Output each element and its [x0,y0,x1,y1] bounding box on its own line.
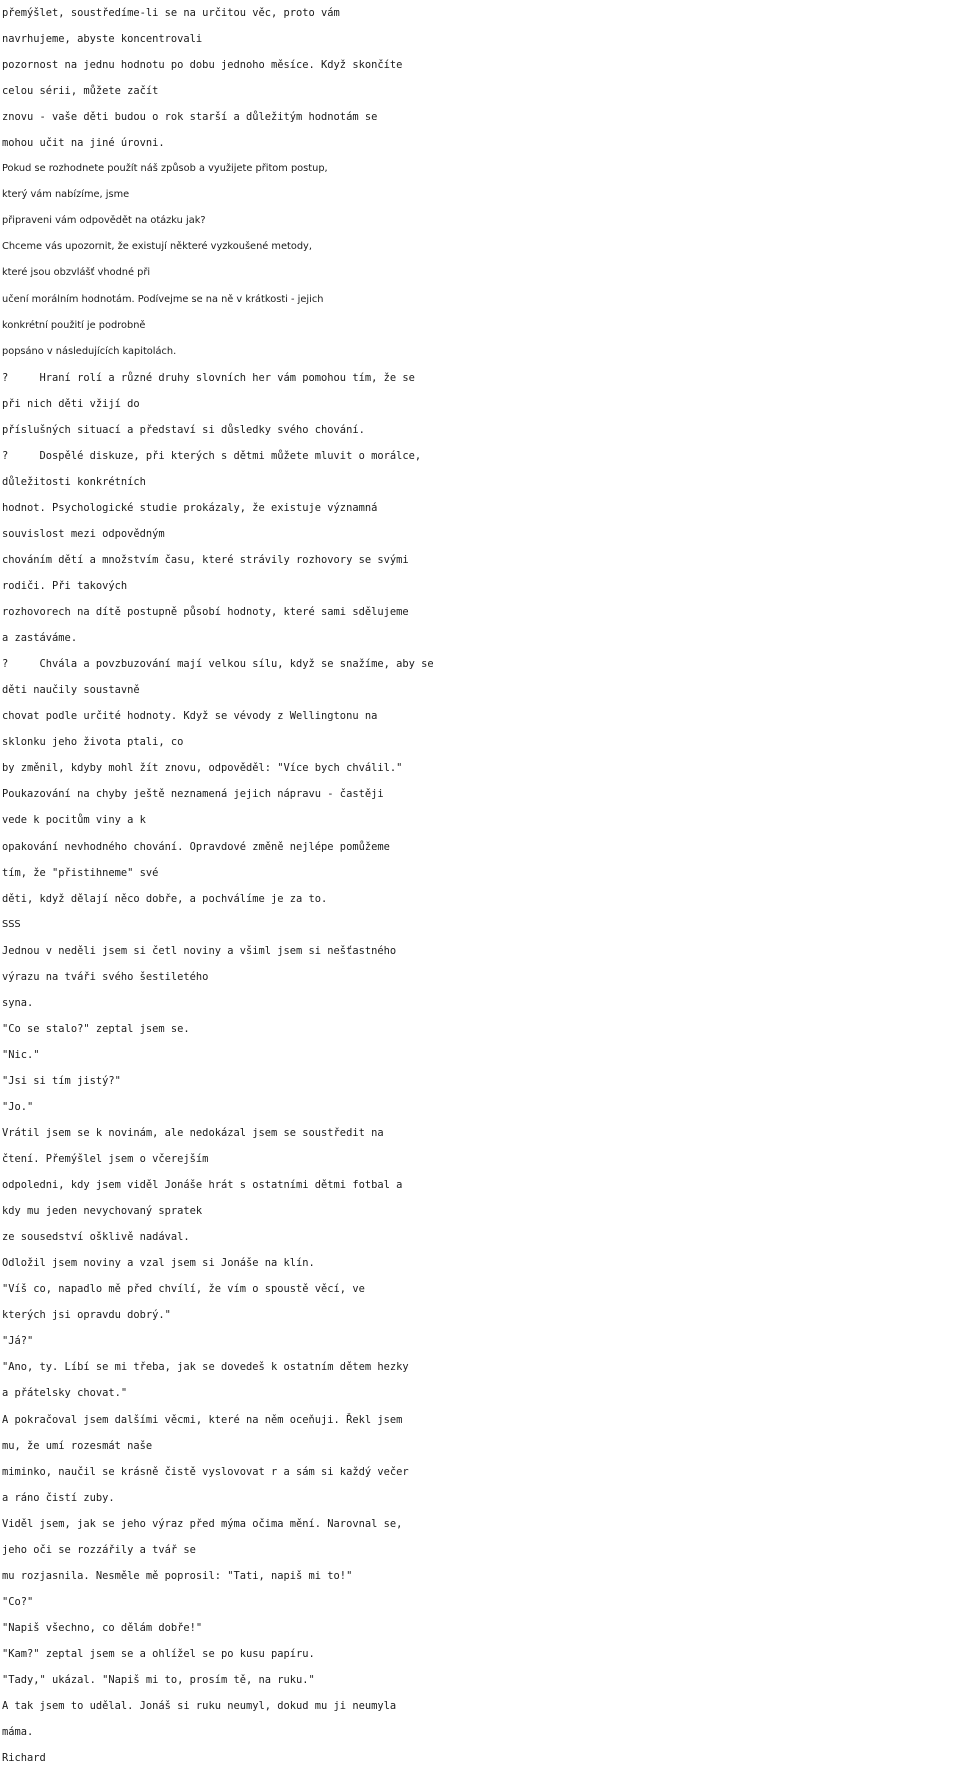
text-line: celou sérii, můžete začít [2,85,159,98]
text-line: souvislost mezi odpovědným [2,527,165,540]
text-line: přemýšlet, soustředíme-li se na určitou věc, proto vám [2,7,340,19]
text-line: "Víš co, napadlo mě před chvílí, že vím o spoustě věcí, ve [2,1283,365,1296]
text-line: "Ano, ty. Líbí se mi třeba, jak se dovedeš k ostatním dětem hezky [2,1361,409,1374]
text-line: důležitosti konkrétních [2,475,146,488]
text-line: navrhujeme, abyste koncentrovali [2,33,203,46]
text-line: Jednou v neděli jsem si četl noviny a všiml jsem si nešťastného [2,944,397,957]
text-line: Pokud se rozhodnete použít náš způsob a využijete přitom postup, [2,163,328,175]
text-line: znovu - vaše děti budou o rok starší a důležitým hodnotám se [2,111,378,124]
text-line: výrazu na tváři svého šestiletého [2,970,209,983]
text-line: Viděl jsem, jak se jeho výraz před mýma očima mění. Narovnal se, [2,1517,403,1530]
text-line: čtení. Přemýšlel jsem o včerejším [2,1153,209,1166]
text-line: by změnil, kdyby mohl žít znovu, odpověděl: "Více bych chválil." [2,762,403,775]
text-line: Vrátil jsem se k novinám, ale nedokázal jsem se soustředit na [2,1127,384,1140]
text-line: který vám nabízíme, jsme [2,189,130,201]
text-line: a zastáváme. [2,632,78,645]
text-line: ? Hraní rolí a různé druhy slovních her vám pomohou tím, že se [2,371,415,384]
text-line: Richard [2,1752,46,1765]
text-line: a ráno čistí zuby. [2,1491,115,1504]
text-line: pozornost na jednu hodnotu po dobu jednoho měsíce. Když skončíte [2,59,403,72]
text-line: "Co?" [2,1595,34,1608]
text-line: Chceme vás upozornit, že existují některé vyzkoušené metody, [2,241,312,253]
text-line: "Tady," ukázal. "Napiš mi to, prosím tě, na ruku." [2,1674,315,1686]
text-line: rodiči. Při takových [2,580,128,593]
text-line: ? Chvála a povzbuzování mají velkou sílu, když se snažíme, aby se [2,658,434,671]
text-line: děti, když dělají něco dobře, a pochválíme je za to. [2,892,328,905]
text-line: chováním dětí a množstvím času, které strávily rozhovory se svými [2,553,409,566]
text-line: mohou učit na jiné úrovni. [2,137,165,150]
text-line: ze sousedství ošklivě nadával. [2,1231,190,1244]
text-line: "Co se stalo?" zeptal jsem se. [2,1022,190,1035]
text-line: rozhovorech na dítě postupně působí hodnoty, které sami sdělujeme [2,606,409,619]
text-line: Poukazování na chyby ještě neznamená jejich nápravu - častěji [2,788,384,801]
text-line: kdy mu jeden nevychovaný spratek [2,1205,203,1218]
text-line: konkrétní použití je podrobně [2,319,146,331]
text-line: chovat podle určité hodnoty. Když se vévody z Wellingtonu na [2,710,378,723]
text-line: miminko, naučil se krásně čistě vyslovovat r a sám si každý večer [2,1465,409,1478]
text-line: jeho oči se rozzářily a tvář se [2,1543,196,1556]
text-line: a přátelsky chovat." [2,1387,128,1400]
text-line: máma. [2,1726,34,1739]
text-line: odpoledni, kdy jsem viděl Jonáše hrát s ostatními dětmi fotbal a [2,1179,403,1192]
text-line: při nich děti vžijí do [2,397,140,410]
text-line: vede k pocitům viny a k [2,814,146,827]
text-line: "Napiš všechno, co dělám dobře!" [2,1621,203,1634]
text-line: opakování nevhodného chování. Opravdové změně nejlépe pomůžeme [2,840,390,853]
text-line: kterých jsi opravdu dobrý." [2,1309,171,1322]
text-line: "Kam?" zeptal jsem se a ohlížel se po kusu papíru. [2,1647,315,1660]
text-line: popsáno v následujících kapitolách. [2,345,177,357]
text-line: syna. [2,996,34,1009]
text-line: "Jsi si tím jistý?" [2,1074,121,1087]
text-line: "Jo." [2,1100,34,1113]
text-line: A tak jsem to udělal. Jonáš si ruku neumyl, dokud mu ji neumyla [2,1700,397,1713]
text-line: připraveni vám odpovědět na otázku jak? [2,215,206,227]
text-line: mu rozjasnila. Nesměle mě poprosil: "Tati, napiš mi to!" [2,1569,353,1582]
text-line: které jsou obzvlášť vhodné při [2,267,151,279]
text-line: "Já?" [2,1335,34,1348]
text-line: ? Dospělé diskuze, při kterých s dětmi můžete mluvit o morálce, [2,449,422,462]
text-line: "Nic." [2,1048,40,1061]
text-line: hodnot. Psychologické studie prokázaly, že existuje významná [2,501,378,514]
text-line: příslušných situací a představí si důsledky svého chování. [2,423,365,436]
text-line: děti naučily soustavně [2,684,140,697]
text-line: tím, že "přistihneme" své [2,866,159,879]
text-line: mu, že umí rozesmát naše [2,1439,153,1452]
text-line: SSS [2,918,21,930]
text-line: sklonku jeho života ptali, co [2,736,184,749]
text-line: Odložil jsem noviny a vzal jsem si Jonáše na klín. [2,1257,315,1270]
text-line: učení morálním hodnotám. Podívejme se na ně v krátkosti - jejich [2,293,324,305]
text-line: A pokračoval jsem dalšími věcmi, které na něm oceňuji. Řekl jsem [2,1413,403,1426]
